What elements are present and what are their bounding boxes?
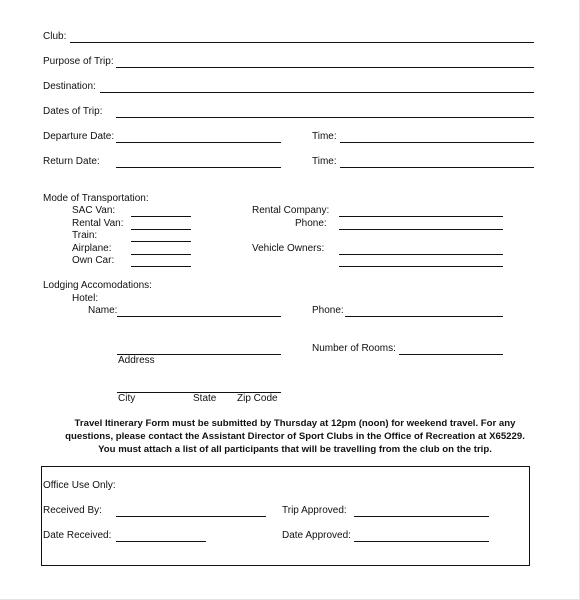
purpose-field[interactable] <box>116 67 534 68</box>
destination-field[interactable] <box>100 92 534 93</box>
return-date-label: Return Date: <box>43 156 100 167</box>
city-label: City <box>118 393 136 404</box>
rental-phone-field[interactable] <box>339 229 503 230</box>
hotel-name-field[interactable] <box>117 316 281 317</box>
club-field[interactable] <box>70 42 534 43</box>
departure-time-field[interactable] <box>340 142 534 143</box>
departure-date-label: Departure Date: <box>43 131 115 142</box>
purpose-label: Purpose of Trip: <box>43 56 114 67</box>
destination-label: Destination: <box>43 81 96 92</box>
departure-date-field[interactable] <box>116 142 281 143</box>
received-by-label: Received By: <box>43 505 102 516</box>
dates-field[interactable] <box>116 117 534 118</box>
vehicle-owners-field-2[interactable] <box>339 266 503 267</box>
number-of-rooms-label: Number of Rooms: <box>312 343 396 354</box>
office-use-heading: Office Use Only: <box>43 480 116 491</box>
vehicle-owners-field-1[interactable] <box>339 254 503 255</box>
notice-line-2: questions, please contact the Assistant Director of Sport Clubs in the Office of Recreation at X65229. <box>65 431 525 442</box>
departure-time-label: Time: <box>312 131 337 142</box>
return-time-field[interactable] <box>340 167 534 168</box>
received-by-field[interactable] <box>116 516 266 517</box>
train-field[interactable] <box>131 241 191 242</box>
zip-label: Zip Code <box>237 393 278 404</box>
state-label: State <box>193 393 217 404</box>
airplane-label: Airplane: <box>72 243 112 254</box>
date-approved-label: Date Approved: <box>282 530 351 541</box>
notice-line-1: Travel Itinerary Form must be submitted by Thursday at 12pm (noon) for weekend travel. For any <box>74 418 516 429</box>
hotel-name-label: Name: <box>88 305 118 316</box>
number-of-rooms-field[interactable] <box>399 354 503 355</box>
airplane-field[interactable] <box>131 254 191 255</box>
return-time-label: Time: <box>312 156 337 167</box>
vehicle-owners-label: Vehicle Owners: <box>252 243 325 254</box>
rental-company-field[interactable] <box>339 216 503 217</box>
hotel-phone-field[interactable] <box>345 316 503 317</box>
hotel-label: Hotel: <box>72 293 99 304</box>
date-approved-field[interactable] <box>354 541 489 542</box>
trip-approved-label: Trip Approved: <box>282 505 347 516</box>
address-label: Address <box>118 355 155 366</box>
sac-van-field[interactable] <box>131 216 191 217</box>
return-date-field[interactable] <box>116 167 281 168</box>
rental-van-label: Rental Van: <box>72 218 124 229</box>
transport-heading: Mode of Transportation: <box>43 193 149 204</box>
dates-label: Dates of Trip: <box>43 106 103 117</box>
rental-phone-label: Phone: <box>295 218 327 229</box>
lodging-heading: Lodging Accomodations: <box>43 280 152 291</box>
club-label: Club: <box>43 31 67 42</box>
date-received-field[interactable] <box>116 541 206 542</box>
date-received-label: Date Received: <box>43 530 112 541</box>
rental-van-field[interactable] <box>131 229 191 230</box>
submission-notice <box>30 417 560 456</box>
notice-line-3: You must attach a list of all participants that will be travelling from the club on the trip. <box>98 444 492 455</box>
hotel-phone-label: Phone: <box>312 305 344 316</box>
trip-approved-field[interactable] <box>354 516 489 517</box>
rental-company-label: Rental Company: <box>252 205 330 216</box>
train-label: Train: <box>72 230 98 241</box>
own-car-label: Own Car: <box>72 255 115 266</box>
sac-van-label: SAC Van: <box>72 205 116 216</box>
own-car-field[interactable] <box>131 266 191 267</box>
